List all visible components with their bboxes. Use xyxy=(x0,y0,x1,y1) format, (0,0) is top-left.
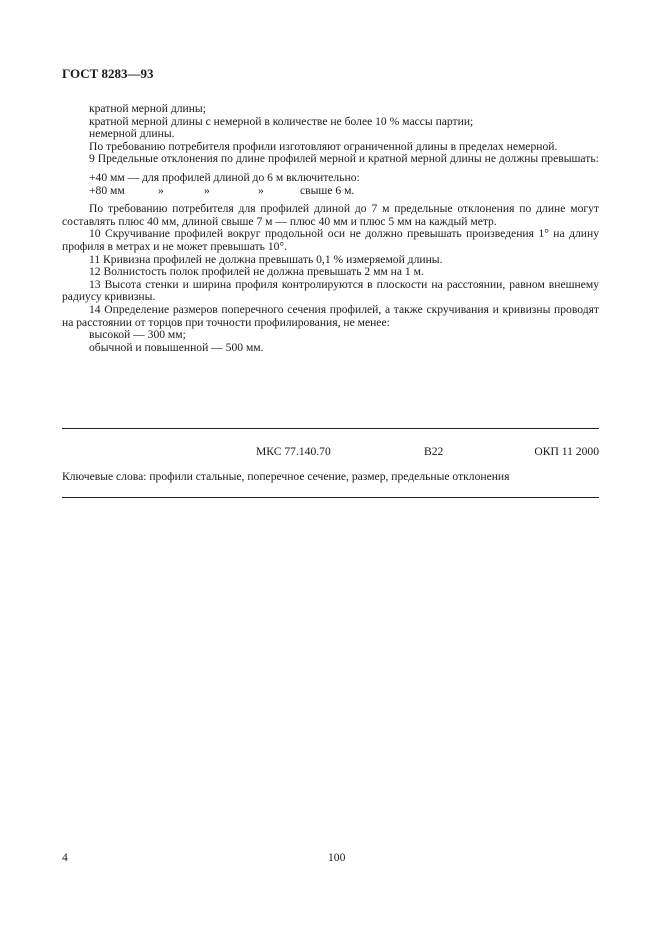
paragraph-14: 14 Определение размеров поперечного сечения профилей, а также скручивания и кривизны проводят на расстоянии от торцов при точности профилирования, не менее: xyxy=(62,302,599,329)
ditto-mark: » xyxy=(258,183,264,197)
okp-code: ОКП 11 2000 xyxy=(534,445,599,458)
divider-top xyxy=(62,428,599,429)
paragraph-11: 11 Кривизна профилей не должна превышать 0,1 % измеряемой длины. xyxy=(89,252,443,266)
sheet-number: 100 xyxy=(328,851,346,864)
paragraph-12: 12 Волнистость полок профилей не должна превышать 2 мм на 1 м. xyxy=(89,265,424,279)
paragraph-request: По требованию потребителя для профилей длиной до 7 м предельные отклонения по длине могут составлять плюс 40 мм, длиной свыше 7 м — плюс 40 мм и плюс 5 мм на каждый метр. xyxy=(62,202,599,228)
text-line: По требованию потребителя профили изготовляют ограниченной длины в пределах немерной. xyxy=(89,139,558,153)
standard-header: ГОСТ 8283—93 xyxy=(62,66,154,81)
body-text xyxy=(62,103,599,354)
tolerance-value: +80 мм xyxy=(89,183,125,197)
divider-bottom xyxy=(62,497,599,498)
text-line: кратной мерной длины; xyxy=(89,102,206,115)
keywords: Ключевые слова: профили стальные, поперечное сечение, размер, предельные отклонения xyxy=(62,470,510,483)
text-line: кратной мерной длины с немерной в количестве не более 10 % массы партии; xyxy=(89,114,474,128)
text-line: обычной и повышенной — 500 мм. xyxy=(89,340,264,354)
tolerance-condition: свыше 6 м. xyxy=(300,183,355,197)
tolerance-row xyxy=(62,185,599,198)
group-code: В22 xyxy=(424,445,444,458)
classification-codes xyxy=(62,445,599,459)
ditto-mark: » xyxy=(204,183,210,197)
text-line: +40 мм — для профилей длиной до 6 м включительно: xyxy=(89,170,360,184)
paragraph-10: 10 Скручивание профилей вокруг продольной оси не должно превышать произведения 1° на длину профиля в метрах и не может превышать 10°. xyxy=(62,227,599,253)
paragraph-9: 9 Предельные отклонения по длине профилей мерной и кратной мерной длины не должны превышать: xyxy=(89,152,599,166)
paragraph-13: 13 Высота стенки и ширина профиля контролируются в плоскости на расстоянии, равном внешнему радиусу кривизны. xyxy=(62,277,599,304)
text-line: высокой — 300 мм; xyxy=(89,328,186,342)
mks-code: МКС 77.140.70 xyxy=(256,445,331,458)
text-line: немерной длины. xyxy=(89,127,175,141)
ditto-mark: » xyxy=(158,183,164,197)
page-number: 4 xyxy=(62,851,68,864)
